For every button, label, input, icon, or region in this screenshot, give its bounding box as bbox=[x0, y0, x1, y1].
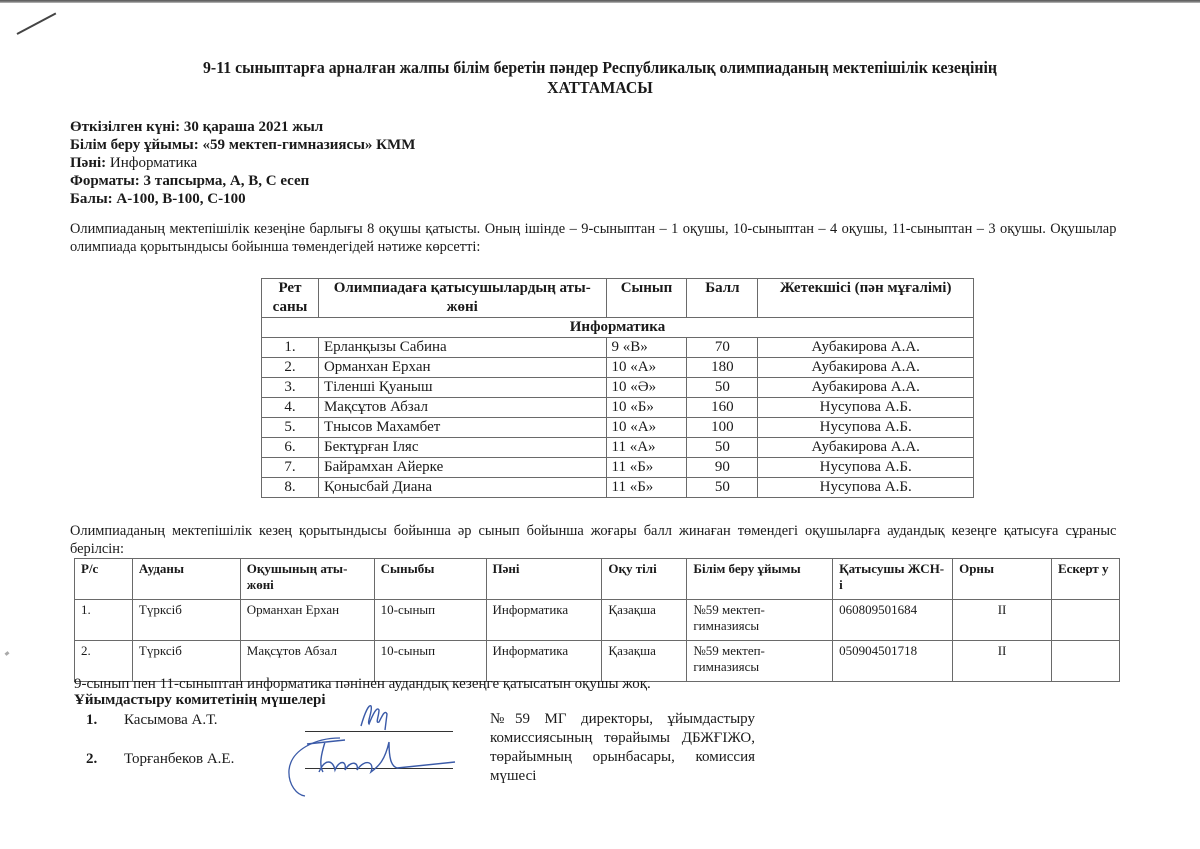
cell-order: 2. bbox=[262, 358, 319, 378]
cell-organization: №59 мектеп-гимназиясы bbox=[687, 600, 833, 641]
header-note: Ескерт у bbox=[1051, 559, 1119, 600]
cell-name: Қонысбай Диана bbox=[318, 478, 606, 498]
cell-class: 11 «Б» bbox=[606, 458, 687, 478]
cell-grade: 10-сынып bbox=[374, 600, 486, 641]
header-class: Сынып bbox=[606, 279, 687, 318]
member-name: Касымова А.Т. bbox=[124, 712, 218, 728]
cell-teacher: Нусупова А.Б. bbox=[758, 418, 974, 438]
cell-class: 11 «Б» bbox=[606, 478, 687, 498]
cell-class: 10 «Б» bbox=[606, 398, 687, 418]
cell-order: 4. bbox=[262, 398, 319, 418]
table-row bbox=[262, 398, 974, 418]
meta-points: Балы: А-100, В-100, С-100 bbox=[70, 191, 246, 207]
cell-teacher: Нусупова А.Б. bbox=[758, 458, 974, 478]
cell-order: 1. bbox=[262, 338, 319, 358]
cell-class: 10 «Ә» bbox=[606, 378, 687, 398]
cell-note bbox=[1051, 600, 1119, 641]
cell-note bbox=[1051, 641, 1119, 682]
cell-score: 50 bbox=[687, 438, 758, 458]
cell-place: II bbox=[953, 600, 1052, 641]
member-number: 2. bbox=[86, 751, 98, 767]
header-participant: Олимпиадаға қатысушылардың аты-жөні bbox=[318, 279, 606, 318]
table-row bbox=[262, 338, 974, 358]
cell-order: 3. bbox=[262, 378, 319, 398]
district-header-row bbox=[75, 559, 1120, 600]
cell-district: Түрксіб bbox=[132, 600, 240, 641]
cell-order: 5. bbox=[262, 418, 319, 438]
table-row bbox=[262, 478, 974, 498]
header-language: Оқу тілі bbox=[602, 559, 687, 600]
cell-language: Қазақша bbox=[602, 641, 687, 682]
cell-name: Мақсұтов Абзал bbox=[318, 398, 606, 418]
table-row bbox=[262, 438, 974, 458]
header-district: Ауданы bbox=[132, 559, 240, 600]
table-row bbox=[262, 358, 974, 378]
title-line-2: ХАТТАМАСЫ bbox=[547, 78, 653, 97]
table-row bbox=[262, 418, 974, 438]
cell-class: 10 «А» bbox=[606, 418, 687, 438]
cell-score: 50 bbox=[687, 478, 758, 498]
cell-score: 180 bbox=[687, 358, 758, 378]
cell-name: Ерланқызы Сабина bbox=[318, 338, 606, 358]
cell-teacher: Нусупова А.Б. bbox=[758, 478, 974, 498]
section-row bbox=[262, 318, 974, 338]
participation-paragraph: Олимпиаданың мектепішілік кезеңіне барлығы 8 оқушы қатысты. Оның ішінде – 9-сыныптан – 1 оқушы, 10-сыныптан – 4 оқушы, 11-сыныптан – 3 оқушы. Оқушылар олимпиада қорытындысы бойынша төмендегідей нәтиже көрсетті: bbox=[70, 221, 1117, 255]
document-title bbox=[98, 58, 1102, 98]
meta-format: Форматы: 3 тапсырма, А, В, С есеп bbox=[70, 173, 310, 189]
header-place: Орны bbox=[953, 559, 1052, 600]
table-row bbox=[262, 378, 974, 398]
cell-subject: Информатика bbox=[486, 641, 602, 682]
cell-teacher: Нусупова А.Б. bbox=[758, 398, 974, 418]
meta-date: Өткізілген күні: 30 қараша 2021 жыл bbox=[70, 119, 324, 135]
table-row bbox=[262, 458, 974, 478]
cell-place: II bbox=[953, 641, 1052, 682]
cell-subject: Информатика bbox=[486, 600, 602, 641]
meta-subject-label: Пәні: bbox=[70, 155, 107, 171]
table-row bbox=[75, 600, 1120, 641]
no-participants-note: 9-сынып пен 11-сыныптан информатика пәнінен аудандық кезеңге қатысатын оқушы жоқ. bbox=[74, 676, 651, 692]
cell-rs: 2. bbox=[75, 641, 133, 682]
district-table bbox=[74, 558, 1120, 682]
signature-2-icon bbox=[285, 730, 465, 800]
meta-org: Білім беру ұйымы: «59 мектеп-гимназиясы» КММ bbox=[70, 137, 416, 153]
cell-score: 160 bbox=[687, 398, 758, 418]
cell-score: 100 bbox=[687, 418, 758, 438]
cell-order: 7. bbox=[262, 458, 319, 478]
cell-name: Орманхан Ерхан bbox=[240, 600, 374, 641]
cell-order: 8. bbox=[262, 478, 319, 498]
meta-block bbox=[70, 118, 415, 208]
cell-iin: 050904501718 bbox=[833, 641, 953, 682]
cell-iin: 060809501684 bbox=[833, 600, 953, 641]
pen-mark bbox=[17, 12, 57, 34]
cell-score: 90 bbox=[687, 458, 758, 478]
cell-rs: 1. bbox=[75, 600, 133, 641]
cell-name: Бектұрған Іляс bbox=[318, 438, 606, 458]
committee-title: Ұйымдастыру комитетінің мүшелері bbox=[74, 692, 326, 708]
meta-subject-value: Информатика bbox=[106, 155, 198, 171]
header-subject: Пәні bbox=[486, 559, 602, 600]
header-iin: Қатысушы ЖСН-і bbox=[833, 559, 953, 600]
header-student-name: Оқушының аты-жөні bbox=[240, 559, 374, 600]
header-organization: Білім беру ұйымы bbox=[687, 559, 833, 600]
cell-name: Тнысов Махамбет bbox=[318, 418, 606, 438]
cell-score: 50 bbox=[687, 378, 758, 398]
cell-name: Байрамхан Айерке bbox=[318, 458, 606, 478]
cell-language: Қазақша bbox=[602, 600, 687, 641]
header-teacher: Жетекшісі (пән мұғалімі) bbox=[758, 279, 974, 318]
results-table bbox=[261, 278, 974, 498]
cell-grade: 10-сынып bbox=[374, 641, 486, 682]
cell-class: 9 «В» bbox=[606, 338, 687, 358]
member-name: Торғанбеков А.Е. bbox=[124, 751, 235, 767]
header-rs: Р/с bbox=[75, 559, 133, 600]
member-number: 1. bbox=[86, 712, 98, 728]
scan-speck bbox=[5, 651, 10, 656]
cell-name: Тіленші Қуаныш bbox=[318, 378, 606, 398]
committee-roles: №59 МГ директоры, ұйымдастыру комиссиясының төрайымы ДБЖҒІЖО, төрайымның орынбасары, комиссия мүшесі bbox=[490, 711, 755, 784]
cell-class: 11 «А» bbox=[606, 438, 687, 458]
cell-teacher: Аубакирова А.А. bbox=[758, 438, 974, 458]
results-header-row bbox=[262, 279, 974, 318]
committee-member-1 bbox=[86, 711, 217, 729]
title-line-1: 9-11 сыныптарға арналған жалпы білім беретін пәндер Республикалық олимпиаданың мектепішілік кезеңінің bbox=[203, 58, 997, 77]
header-score: Балл bbox=[687, 279, 758, 318]
cell-name: Орманхан Ерхан bbox=[318, 358, 606, 378]
cell-teacher: Аубакирова А.А. bbox=[758, 358, 974, 378]
cell-organization: №59 мектеп-гимназиясы bbox=[687, 641, 833, 682]
cell-name: Мақсұтов Абзал bbox=[240, 641, 374, 682]
cell-district: Түрксіб bbox=[132, 641, 240, 682]
district-request-paragraph: Олимпиаданың мектепішілік кезең қорытындысы бойынша әр сынып бойынша жоғары балл жинаған төмендегі оқушыларға аудандық кезеңге қатысуға сұраныс берілсін: bbox=[70, 523, 1117, 557]
committee-member-2 bbox=[86, 750, 234, 768]
header-grade: Сыныбы bbox=[374, 559, 486, 600]
cell-teacher: Аубакирова А.А. bbox=[758, 338, 974, 358]
section-subject: Информатика bbox=[262, 318, 974, 338]
header-order: Рет саны bbox=[262, 279, 319, 318]
cell-order: 6. bbox=[262, 438, 319, 458]
cell-teacher: Аубакирова А.А. bbox=[758, 378, 974, 398]
cell-score: 70 bbox=[687, 338, 758, 358]
scan-top-edge bbox=[0, 0, 1200, 3]
cell-class: 10 «А» bbox=[606, 358, 687, 378]
